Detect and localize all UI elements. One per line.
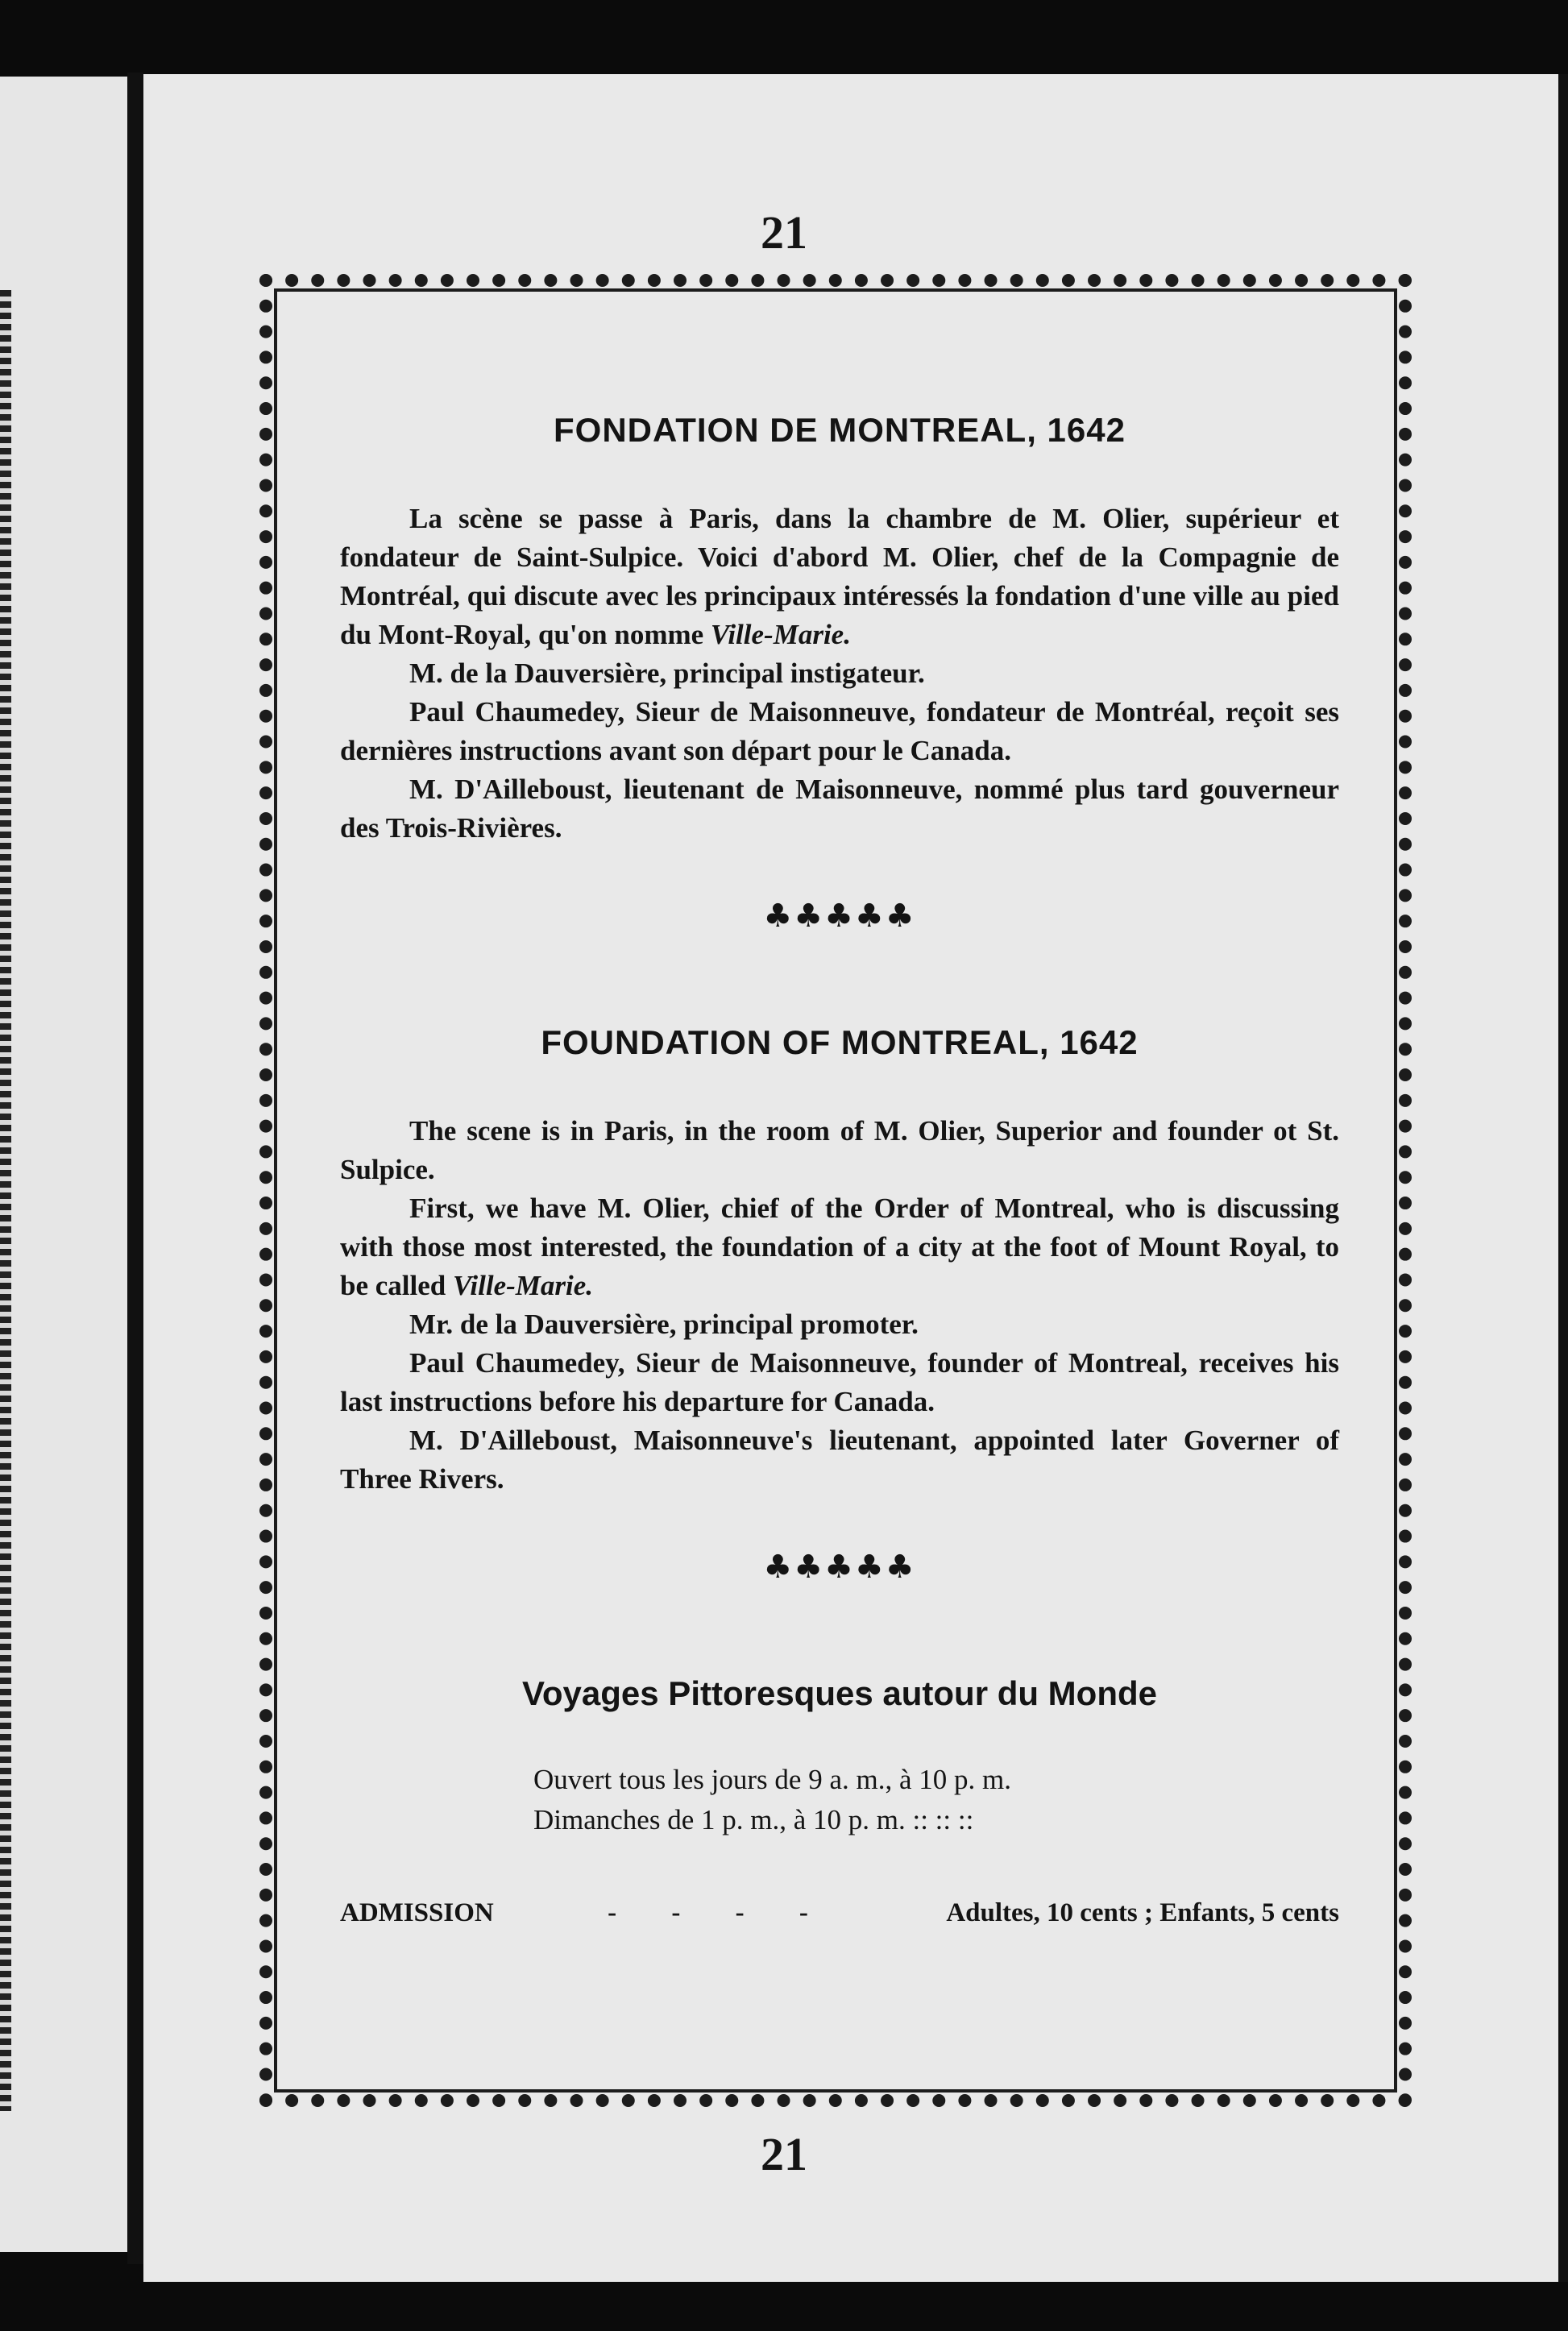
admission-leader: - - - - xyxy=(608,1898,832,1927)
english-paragraph-2-text: First, we have M. Olier, chief of the Order of Montreal, who is discussing with those most interested, the foundation of a city at the foot of Mount Royal, to be called xyxy=(340,1192,1339,1301)
page-content xyxy=(340,379,1339,2055)
french-paragraph-3-text: Paul Chaumedey, Sieur de Maisonneuve, fondateur de Montréal, reçoit ses dernières instructions avant son départ pour le Canada. xyxy=(340,696,1339,766)
english-paragraph-3 xyxy=(340,1305,1339,1344)
opening-hours-sundays: Dimanches de 1 p. m., à 10 p. m. :: :: :: xyxy=(533,1804,974,1835)
english-paragraph-5 xyxy=(340,1421,1339,1499)
english-paragraph-3-text: Mr. de la Dauversière, principal promoter. xyxy=(409,1309,919,1340)
page-number-bottom: 21 xyxy=(761,2128,807,2180)
admission-prices: Adultes, 10 cents ; Enfants, 5 cents xyxy=(946,1898,1339,1927)
english-paragraph-5-text: M. D'Ailleboust, Maisonneuve's lieutenant, appointed later Governer of Three Rivers. xyxy=(340,1425,1339,1495)
section-separator-1: ♣♣♣♣♣ xyxy=(763,898,916,935)
facing-page-border-ornament xyxy=(0,290,11,2111)
french-paragraph-3 xyxy=(340,693,1339,770)
english-paragraph-2 xyxy=(340,1189,1339,1305)
english-paragraph-1-text: The scene is in Paris, in the room of M. Olier, Superior and founder ot St. Sulpice. xyxy=(340,1115,1339,1185)
admission-line xyxy=(340,1898,1339,1928)
facing-page-edge xyxy=(0,77,139,2252)
right-edge-shadow xyxy=(1558,74,1568,2282)
section-separator-2: ♣♣♣♣♣ xyxy=(763,1549,916,1586)
french-section-title: FONDATION DE MONTREAL, 1642 xyxy=(554,411,1126,449)
english-paragraph-4-text: Paul Chaumedey, Sieur de Maisonneuve, founder of Montreal, receives his last instructions before his departure for Canada. xyxy=(340,1347,1339,1417)
french-ville-marie: Ville-Marie. xyxy=(710,619,851,650)
admission-label: ADMISSION xyxy=(340,1898,494,1927)
english-section-title: FOUNDATION OF MONTREAL, 1642 xyxy=(541,1023,1139,1061)
french-paragraph-2-text: M. de la Dauversière, principal instigateur. xyxy=(409,657,925,689)
french-paragraph-2 xyxy=(340,654,1339,693)
french-paragraph-1 xyxy=(340,500,1339,654)
opening-hours xyxy=(533,1760,1339,1840)
english-paragraph-4 xyxy=(340,1344,1339,1421)
english-ville-marie: Ville-Marie. xyxy=(452,1270,594,1301)
french-paragraph-4 xyxy=(340,770,1339,848)
book-gutter xyxy=(127,73,143,2264)
french-paragraph-1-text: La scène se passe à Paris, dans la chambre de M. Olier, supérieur et fondateur de Saint-Sulpice. Voici d'abord M. Olier, chef de la Compagnie de Montréal, qui discute avec les principaux intéressés la fondation d'une ville au pied du Mont-Royal, qu'on nomme xyxy=(340,503,1339,650)
page-number-top: 21 xyxy=(761,206,807,259)
french-paragraph-4-text: M. D'Ailleboust, lieutenant de Maisonneuve, nommé plus tard gouverneur des Trois-Rivières. xyxy=(340,774,1339,844)
english-paragraph-1 xyxy=(340,1112,1339,1189)
voyages-title: Voyages Pittoresques autour du Monde xyxy=(522,1674,1157,1712)
opening-hours-weekdays: Ouvert tous les jours de 9 a. m., à 10 p. m. xyxy=(533,1764,1011,1795)
